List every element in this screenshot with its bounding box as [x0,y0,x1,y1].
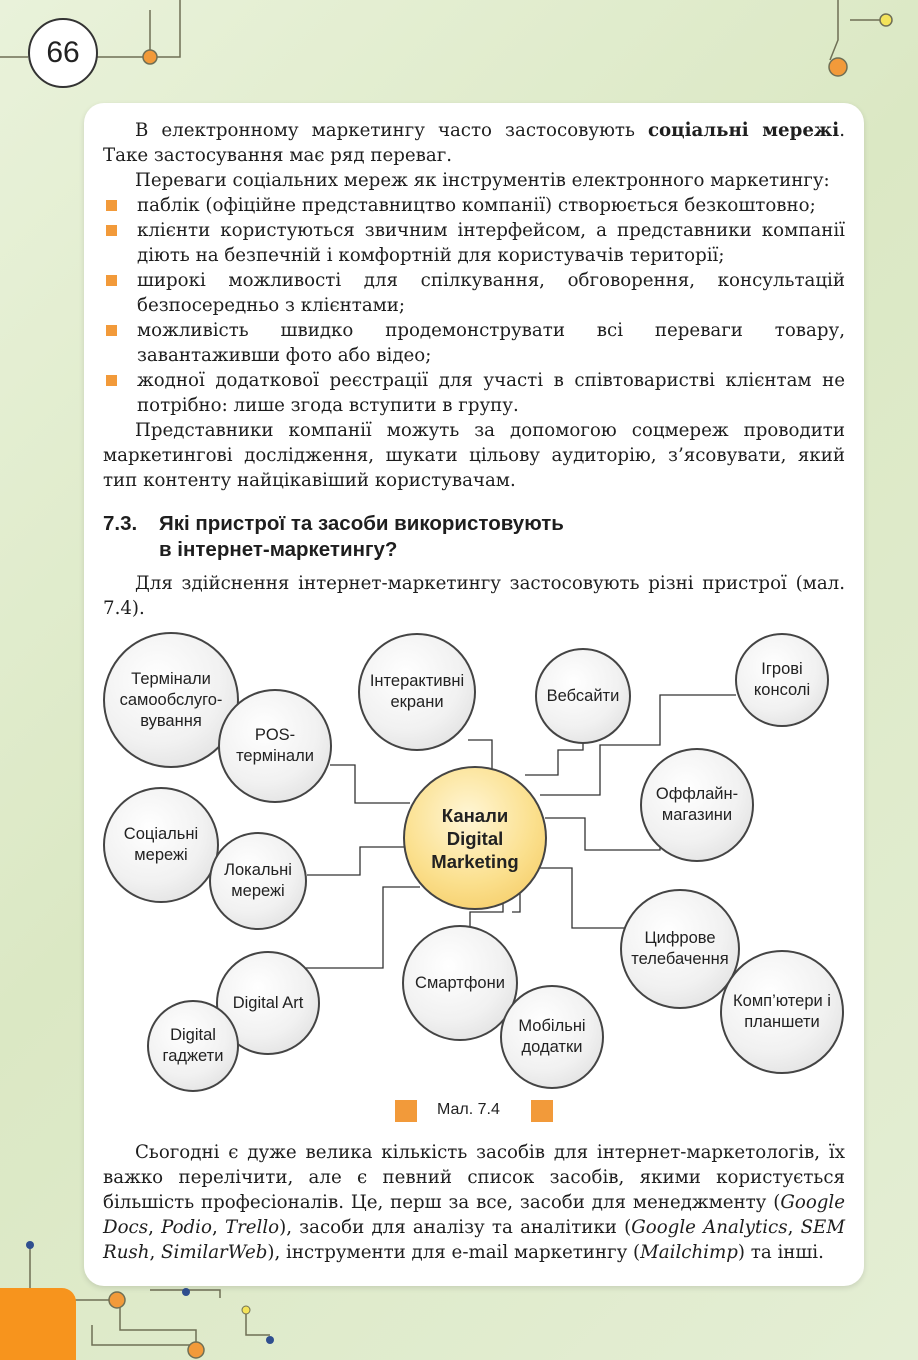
node-center-digital-marketing: Канали Digital Marketing [403,766,547,910]
node-local-networks: Локальні мережі [209,832,307,930]
paragraph-2: Переваги соціальних мереж як інструментів електронного маркетингу: [135,170,830,191]
list-item: паблік (офіційне представництво компанії) створюється безкоштовно; [103,193,845,218]
list-item: клієнти користуються звичним інтерфейсом, а представники компанії діють на безпечній і комфортній для користувачів території; [103,218,845,268]
node-digital-tv: Цифрове телебачення [620,889,740,1009]
page-number: 66 [28,18,98,88]
section-title-line1: Які пристрої та засоби використовують [159,512,564,535]
paragraph-4: Для здійснення інтернет-маркетингу застосовують різні пристрої (мал. 7.4). [103,573,845,619]
para-5-block [103,1140,845,1265]
node-social-networks: Соціальні мережі [103,787,219,903]
tool-name: SimilarWeb [161,1242,268,1263]
node-pos-terminals: POS-термінали [218,689,332,803]
text-run: , [148,1217,162,1238]
paragraph-3: Представники компанії можуть за допомогою соцмереж проводити маркетингові дослідження, шукати цільову аудиторію, з’ясовувати, який тип контенту найцікавіший користувачам. [103,420,845,491]
node-smartphones: Смартфони [402,925,518,1041]
tool-name: SEM Rush [103,1217,845,1263]
node-mobile-apps: Мобільні додатки [500,985,604,1089]
node-digital-gadgets: Digital гаджети [147,1000,239,1092]
section-title-line2: в інтернет-маркетингу? [159,538,398,561]
node-websites: Вебсайти [535,648,631,744]
caption-square-icon [395,1100,417,1122]
tool-name: Trello [224,1217,280,1238]
tool-name: Mailchimp [640,1242,738,1263]
node-offline-stores: Оффлайн-магазини [640,748,754,862]
figure-caption: Мал. 7.4 [395,1099,557,1121]
text-run: , [787,1217,801,1238]
node-game-consoles: Ігрові консолі [735,633,829,727]
node-interactive-screens: Інтерактивні екрани [358,633,476,751]
section-number: 7.3. [103,512,138,535]
list-item: жодної додаткової реєстрації для участі в співтоваристві клієнтам не потрібно: лише згода вступити в групу. [103,368,845,418]
list-item: широкі можливості для спілкування, обговорення, консультацій безпосередньо з клієнтами; [103,268,845,318]
node-self-service-terminals: Термінали самообслуго-вування [103,632,239,768]
paragraph-1: В електронному маркетингу часто застосовують соціальні мережі. Таке застосування має ряд переваг. [103,120,845,166]
list-item: можливість швидко продемонструвати всі переваги товару, завантаживши фото або відео; [103,318,845,368]
bold-term: соціальні мережі [647,120,840,141]
paragraph-5 [103,1140,845,1265]
text-run: Сьогодні є дуже велика кількість засобів для інтернет-маркетологів, їх важко перелічити, але є певний список засобів, якими користується більшість професіоналів. Це, перш за все, засоби для менеджменту ( [103,1142,845,1213]
caption-square-icon [531,1100,553,1122]
node-digital-art: Digital Art [216,951,320,1055]
node-computers-tablets: Комп’ютери і планшети [720,950,844,1074]
text-run: ), засоби для аналізу та аналітики ( [279,1217,632,1238]
text-run: ), інструменти для e-mail маркетингу ( [267,1242,641,1263]
tool-name: Podio [161,1217,212,1238]
text-run: , [211,1217,225,1238]
text-run: ) та інші. [737,1242,824,1263]
text-run: , [149,1242,162,1263]
tool-name: Google Analytics [631,1217,788,1238]
tool-name: Google Docs [103,1192,845,1238]
